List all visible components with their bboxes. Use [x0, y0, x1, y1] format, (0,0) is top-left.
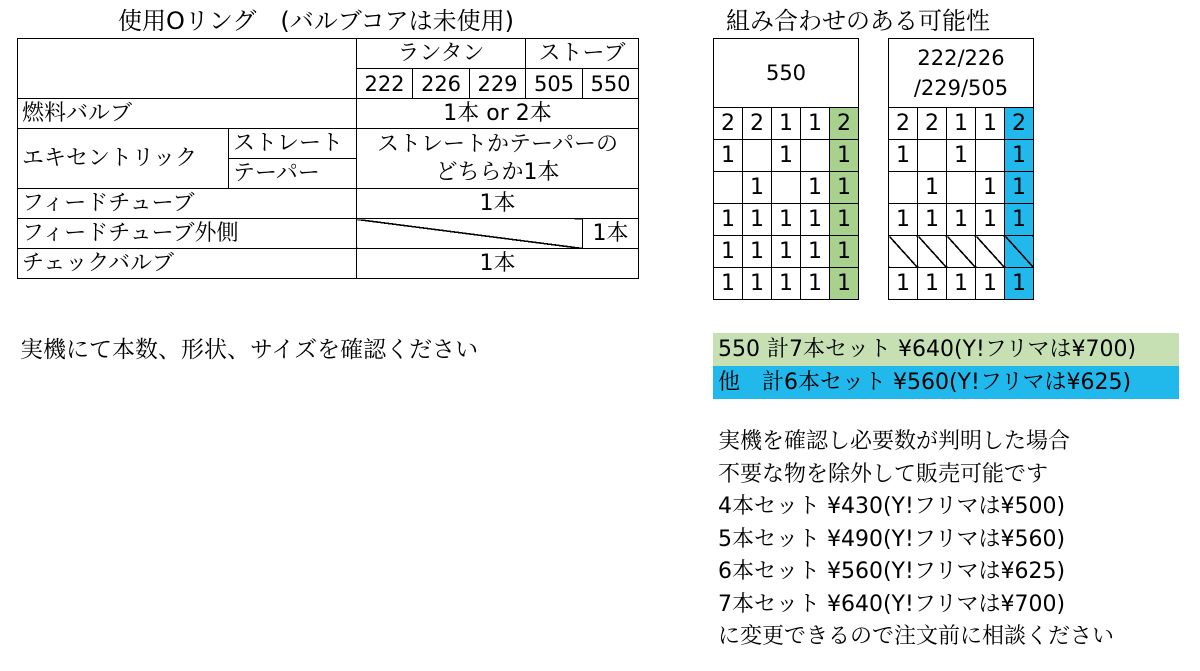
grid-other-header-line1: 222/226 — [917, 46, 1005, 70]
value-fuel-valve: 1本 or 2本 — [357, 99, 639, 129]
grid-cell — [947, 236, 976, 268]
grid-cell — [889, 236, 918, 268]
grid-cell: 1 — [889, 204, 918, 236]
combo-grid-550 — [713, 38, 859, 300]
group-lantern: ランタン — [357, 39, 526, 69]
grid-cell: 1 — [947, 108, 976, 140]
grid-cell — [976, 236, 1005, 268]
grid-cell: 1 — [772, 140, 801, 172]
confirm-note: 実機にて本数、形状、サイズを確認ください — [20, 337, 479, 363]
grid-cell — [918, 140, 947, 172]
grid-cell: 1 — [743, 172, 772, 204]
grid-cell: 2 — [830, 108, 859, 140]
grid-cell: 1 — [714, 204, 743, 236]
combo-grid-other — [888, 38, 1034, 300]
model-550: 550 — [583, 69, 639, 99]
grid-cell: 1 — [918, 204, 947, 236]
price-other-set: 他 計6本セット ¥560(Y!フリマは¥625) — [713, 366, 1179, 399]
grid-cell: 1 — [889, 140, 918, 172]
grid-cell: 1 — [772, 204, 801, 236]
grid-cell: 1 — [830, 204, 859, 236]
header-empty-cell — [18, 39, 357, 99]
grid-cell: 1 — [918, 172, 947, 204]
oring-table — [17, 38, 639, 279]
price-550-set: 550 計7本セット ¥640(Y!フリマは¥700) — [713, 333, 1179, 366]
grid-other-header — [889, 39, 1034, 108]
note-line: 不要な物を除外して販売可能です — [718, 461, 1049, 487]
grid-cell: 1 — [830, 236, 859, 268]
row-label-eccentric: エキセントリック — [18, 129, 229, 189]
grid-row — [889, 204, 1034, 236]
grid-row — [714, 172, 859, 204]
model-222: 222 — [357, 69, 413, 99]
note-line: 6本セット ¥560(Y!フリマは¥625) — [718, 559, 1066, 584]
grid-cell: 1 — [1005, 172, 1034, 204]
model-229: 229 — [470, 69, 526, 99]
note-line: 実機を確認し必要数が判明した場合 — [718, 429, 1071, 454]
grid-cell: 1 — [976, 268, 1005, 300]
grid-cell: 1 — [830, 140, 859, 172]
grid-cell: 1 — [976, 204, 1005, 236]
grid-row — [889, 140, 1034, 172]
grid-cell: 1 — [714, 268, 743, 300]
grid-cell — [772, 172, 801, 204]
grid-cell: 1 — [743, 268, 772, 300]
grid-row — [714, 140, 859, 172]
value-eccentric-line2: どちらか1本 — [435, 159, 560, 185]
grid-cell — [918, 236, 947, 268]
group-stove: ストーブ — [526, 39, 639, 69]
grid-cell: 2 — [918, 108, 947, 140]
eccentric-straight-label: ストレート — [229, 129, 357, 159]
grid-row — [889, 172, 1034, 204]
grid-row — [889, 268, 1034, 300]
grid-cell: 1 — [772, 268, 801, 300]
grid-row — [889, 236, 1034, 268]
grid-cell: 1 — [801, 108, 830, 140]
value-feed-tube: 1本 — [357, 189, 639, 219]
row-label-feed-tube-outer: フィードチューブ外側 — [18, 219, 357, 249]
grid-row — [889, 108, 1034, 140]
value-check-valve: 1本 — [357, 249, 639, 279]
grid-550-header: 550 — [714, 39, 859, 108]
grid-cell: 1 — [801, 172, 830, 204]
eccentric-taper-label: テーパー — [229, 159, 357, 189]
grid-cell: 1 — [714, 236, 743, 268]
row-label-check-valve: チェックバルブ — [18, 249, 357, 279]
note-line: 7本セット ¥640(Y!フリマは¥700) — [718, 591, 1066, 617]
grid-row — [714, 204, 859, 236]
grid-cell: 1 — [947, 140, 976, 172]
row-label-feed-tube: フィードチューブ — [18, 189, 357, 219]
grid-cell: 1 — [801, 268, 830, 300]
model-226: 226 — [413, 69, 470, 99]
grid-cell — [743, 140, 772, 172]
note-line: 5本セット ¥490(Y!フリマは¥560) — [718, 526, 1066, 552]
grid-cell: 2 — [743, 108, 772, 140]
grid-row — [714, 236, 859, 268]
grid-cell: 1 — [947, 268, 976, 300]
grid-cell: 1 — [772, 236, 801, 268]
grid-cell: 1 — [889, 268, 918, 300]
right-title: 組み合わせのある可能性 — [726, 7, 990, 35]
grid-cell — [1005, 236, 1034, 268]
grid-cell: 1 — [801, 204, 830, 236]
grid-cell: 1 — [976, 172, 1005, 204]
grid-cell — [889, 172, 918, 204]
grid-row — [714, 268, 859, 300]
grid-row — [714, 108, 859, 140]
grid-cell: 1 — [743, 204, 772, 236]
grid-cell — [976, 140, 1005, 172]
grid-cell: 1 — [918, 268, 947, 300]
grid-other-header-line2: /229/505 — [913, 76, 1009, 100]
grid-cell: 2 — [714, 108, 743, 140]
grid-cell: 1 — [1005, 140, 1034, 172]
model-505: 505 — [526, 69, 583, 99]
note-line: 4本セット ¥430(Y!フリマは¥500) — [718, 494, 1066, 519]
grid-cell — [801, 140, 830, 172]
grid-cell: 1 — [772, 108, 801, 140]
grid-cell — [947, 172, 976, 204]
grid-cell: 1 — [743, 236, 772, 268]
grid-cell: 2 — [1005, 108, 1034, 140]
grid-cell — [714, 172, 743, 204]
grid-cell: 1 — [830, 172, 859, 204]
grid-cell: 1 — [1005, 204, 1034, 236]
grid-cell: 1 — [714, 140, 743, 172]
grid-cell: 1 — [1005, 268, 1034, 300]
grid-cell: 1 — [947, 204, 976, 236]
not-applicable-cell — [357, 219, 583, 249]
note-line: に変更できるので注文前に相談ください — [718, 624, 1115, 649]
grid-cell: 2 — [889, 108, 918, 140]
grid-cell: 1 — [801, 236, 830, 268]
value-eccentric — [357, 129, 639, 189]
left-title: 使用Oリング (バルブコアは未使用) — [118, 7, 514, 35]
value-eccentric-line1: ストレートかテーパーの — [377, 131, 618, 157]
grid-cell: 1 — [830, 268, 859, 300]
grid-cell: 1 — [976, 108, 1005, 140]
notes-block — [718, 426, 1114, 654]
value-feed-tube-outer: 1本 — [583, 219, 639, 249]
row-label-fuel-valve: 燃料バルブ — [18, 99, 357, 129]
